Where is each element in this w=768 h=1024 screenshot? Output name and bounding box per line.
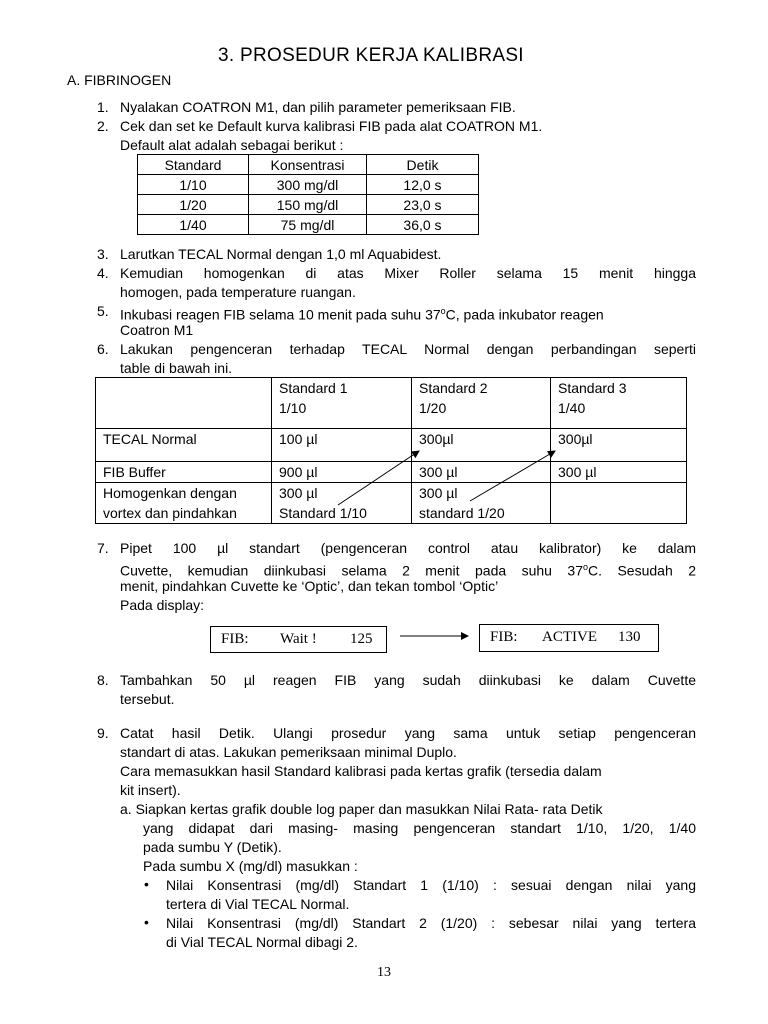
step-number: 7.: [97, 540, 109, 556]
step-number: 8.: [97, 672, 109, 688]
table-cell: 150 mg/dl: [249, 195, 367, 215]
step-text: kit insert).: [120, 782, 181, 798]
page-title: 3. PROSEDUR KERJA KALIBRASI: [218, 45, 524, 66]
table-cell: 23,0 s: [367, 195, 479, 215]
display-value: 125: [350, 631, 373, 647]
substep-text: pada sumbu Y (Detik).: [143, 839, 282, 855]
step-text: homogen, pada temperature ruangan.: [120, 284, 356, 300]
step-number: 3.: [97, 246, 109, 262]
table-cell: 12,0 s: [367, 175, 479, 195]
table-header-cell: Detik: [367, 155, 479, 175]
table-cell: FIB Buffer: [96, 462, 272, 483]
step-text: Cek dan set ke Default kurva kalibrasi FIB pada alat COATRON M1.: [120, 118, 543, 134]
display-box-wait: [210, 626, 387, 653]
substep-text: yang didapat dari masing- masing pengenceran standart 1/10, 1/20, 1/40: [143, 820, 696, 836]
step-text: Pada display:: [120, 597, 205, 613]
bullet-text: Nilai Konsentrasi (mg/dl) Standart 1 (1/10) : sesuai dengan nilai yang: [166, 877, 696, 893]
table-cell: 300µl: [551, 429, 687, 462]
table-cell: 300µl: [412, 429, 551, 462]
step-text: Cara memasukkan hasil Standard kalibrasi pada kertas grafik (tersedia dalam: [120, 763, 602, 779]
substep-text: Pada sumbu X (mg/dl) masukkan :: [143, 858, 358, 874]
table-cell: 1/10: [138, 175, 249, 195]
step-text: Catat hasil Detik. Ulangi prosedur yang sama untuk setiap pengenceran: [120, 725, 696, 741]
display-value: 130: [618, 629, 641, 645]
step-text: Default alat adalah sebagai berikut :: [120, 137, 344, 153]
table-cell: TECAL Normal: [96, 429, 272, 462]
step-text: Coatron M1: [120, 322, 194, 338]
step-text: Tambahkan 50 µl reagen FIB yang sudah diinkubasi ke dalam Cuvette: [120, 672, 696, 688]
step-text: table di bawah ini.: [120, 360, 233, 376]
table-header-cell: Standard 1 1/10: [272, 378, 412, 429]
step-text: Kemudian homogenkan di atas Mixer Roller selama 15 menit hingga: [120, 265, 696, 281]
step-text: menit, pindahkan Cuvette ke ‘Optic’, dan tekan tombol ‘Optic’: [120, 578, 499, 594]
table-header-cell: Standard 3 1/40: [551, 378, 687, 429]
table-cell: 900 µl: [272, 462, 412, 483]
table-cell: 300 µl standard 1/20: [412, 483, 551, 524]
table-cell: 300 µl Standard 1/10: [272, 483, 412, 524]
display-status: ACTIVE: [542, 629, 597, 645]
bullet-text: tertera di Vial TECAL Normal.: [166, 896, 350, 912]
step-text: Larutkan TECAL Normal dengan 1,0 ml Aquabidest.: [120, 246, 442, 262]
table-cell: 300 µl: [412, 462, 551, 483]
page-number: 13: [377, 965, 391, 980]
bullet-dot: •: [144, 914, 149, 930]
step-number: 6.: [97, 341, 109, 357]
table-cell: Homogenkan dengan vortex dan pindahkan: [96, 483, 272, 524]
step-number: 9.: [97, 725, 109, 741]
table-header-cell: Standard: [138, 155, 249, 175]
display-box-active: [479, 624, 659, 652]
transfer-arrow-2-to-3: [470, 451, 555, 501]
table-cell: 300 µl: [551, 462, 687, 483]
table-cell: 300 mg/dl: [249, 175, 367, 195]
table-cell: 100 µl: [272, 429, 412, 462]
table-cell: 75 mg/dl: [249, 215, 367, 235]
step-text: Inkubasi reagen FIB selama 10 menit pada suhu 37$^o$C, pada inkubator reagen: [120, 306, 604, 323]
table-header-cell: Konsentrasi: [249, 155, 367, 175]
step-number: 2.: [97, 118, 109, 134]
step-number: 5.: [97, 303, 109, 319]
step-text: tersebut.: [120, 691, 175, 707]
table-header-cell: Standard 2 1/20: [412, 378, 551, 429]
step-number: 4.: [97, 265, 109, 281]
step-text: Lakukan pengenceran terhadap TECAL Normal dengan perbandingan seperti: [120, 341, 696, 357]
display-label: FIB:: [490, 629, 518, 645]
step-text: Cuvette, kemudian diinkubasi selama 2 menit pada suhu 37$^o$C. Sesudah 2: [120, 562, 696, 579]
table-cell: 1/40: [138, 215, 249, 235]
bullet-text: di Vial TECAL Normal dibagi 2.: [166, 934, 358, 950]
step-text: Pipet 100 µl standart (pengenceran control atau kalibrator) ke dalam: [120, 540, 696, 556]
step-text: Nyalakan COATRON M1, dan pilih parameter pemeriksaan FIB.: [120, 99, 516, 115]
substep-text: a. Siapkan kertas grafik double log paper dan masukkan Nilai Rata- rata Detik: [120, 801, 603, 817]
display-status: Wait !: [280, 631, 317, 647]
table-cell: 1/20: [138, 195, 249, 215]
bullet-dot: •: [144, 876, 149, 892]
step-number: 1.: [97, 99, 109, 115]
display-label: FIB:: [221, 631, 249, 647]
table-cell: 36,0 s: [367, 215, 479, 235]
section-heading: A. FIBRINOGEN: [67, 72, 172, 88]
transfer-arrow-1-to-2: [338, 451, 419, 505]
step-text: standart di atas. Lakukan pemeriksaan minimal Duplo.: [120, 744, 457, 760]
bullet-text: Nilai Konsentrasi (mg/dl) Standart 2 (1/20) : sebesar nilai yang tertera: [166, 915, 696, 931]
